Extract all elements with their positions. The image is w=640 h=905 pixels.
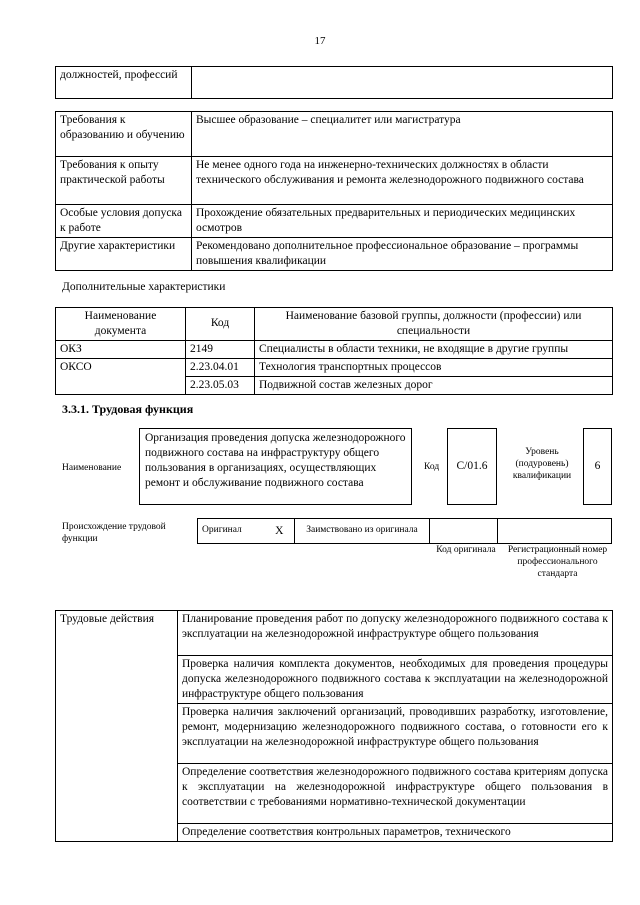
additional-header: Код: [186, 308, 255, 341]
req-label: Особые условия допуска к работе: [56, 205, 192, 238]
additional-table: [55, 307, 613, 395]
level-box: [583, 428, 612, 505]
original-label: Оригинал: [198, 519, 265, 544]
labor-action-item: Определение соответствия железнодорожного подвижного состава критериям допуска к эксплуатации на железнодорожной инфраструктуре общего пользования в соответствии с требованиями нормативно-технической документации: [178, 763, 613, 823]
req-label: Другие характеристики: [56, 237, 192, 270]
code-box: [447, 428, 497, 505]
top-continuation-table: [55, 66, 613, 99]
additional-cell: ОКСО: [56, 358, 186, 394]
labor-actions-label: Трудовые действия: [56, 611, 178, 842]
function-name-value: Организация проведения допуска железнодорожного подвижного состава на инфраструктуру общего пользования в организациях, осуществляющих ремонт и обслуживание подвижного состава: [145, 432, 406, 489]
function-name-box: [139, 428, 412, 505]
top-label-cell: должностей, профессий: [56, 67, 192, 99]
additional-cell: Подвижной состав железных дорог: [255, 376, 613, 394]
original-code-cell: [430, 519, 498, 544]
additional-cell: Технология транспортных процессов: [255, 358, 613, 376]
code-original-caption: Код оригинала: [436, 545, 496, 555]
registration-number-cell: [498, 519, 612, 544]
additional-cell: 2149: [186, 340, 255, 358]
borrowed-label: Заимствовано из оригинала: [295, 519, 430, 544]
additional-title: Дополнительные характеристики: [62, 281, 226, 293]
original-mark: X: [265, 519, 295, 544]
additional-header: Наименование базовой группы, должности (профессии) или специальности: [255, 308, 613, 341]
origin-table: [197, 518, 612, 544]
labor-action-item: Проверка наличия заключений организаций, проводивших разработку, изготовление, ремонт, модернизацию железнодорожного подвижного состава, о готовности его к эксплуатации на железнодорожной инфраструктуре общего пользования: [178, 703, 613, 763]
origin-label: Происхождение трудовой функции: [62, 522, 166, 544]
level-value: 6: [594, 460, 601, 473]
additional-cell: ОКЗ: [56, 340, 186, 358]
labor-action-item: Проверка наличия комплекта документов, необходимых для проведения процедуры допуска железнодорожного подвижного состава к эксплуатации на железнодорожной инфраструктуре общего пользования: [178, 656, 613, 704]
additional-cell: 2.23.04.01: [186, 358, 255, 376]
requirements-table: [55, 111, 613, 271]
labor-actions-table: [55, 610, 613, 842]
req-value: Не менее одного года на инженерно-технических должностях в области технического обслуживания и ремонта железнодорожного подвижного состава: [192, 157, 613, 205]
req-value: Высшее образование – специалитет или магистратура: [192, 112, 613, 157]
page-number: 17: [314, 35, 326, 47]
labor-action-item: Планирование проведения работ по допуску железнодорожного подвижного состава к эксплуатации на железнодорожной инфраструктуре общего пользования: [178, 611, 613, 656]
req-label: Требования к образованию и обучению: [56, 112, 192, 157]
top-value-cell: [192, 67, 613, 99]
req-value: Прохождение обязательных предварительных и периодических медицинских осмотров: [192, 205, 613, 238]
code-label: Код: [424, 462, 440, 472]
additional-header: Наименование документа: [56, 308, 186, 341]
req-label: Требования к опыту практической работы: [56, 157, 192, 205]
additional-cell: 2.23.05.03: [186, 376, 255, 394]
function-name-label: Наименование: [62, 463, 122, 473]
additional-cell: Специалисты в области техники, не входящие в другие группы: [255, 340, 613, 358]
code-value: C/01.6: [456, 460, 488, 473]
labor-action-item: Определение соответствия контрольных параметров, технического: [178, 823, 613, 841]
req-value: Рекомендовано дополнительное профессиональное образование – программы повышения квалификации: [192, 237, 613, 270]
registration-caption: Регистрационный номер профессионального стандарта: [507, 545, 608, 579]
function-heading: 3.3.1. Трудовая функция: [62, 402, 194, 416]
level-label: Уровень (подуровень) квалификации: [512, 447, 572, 481]
